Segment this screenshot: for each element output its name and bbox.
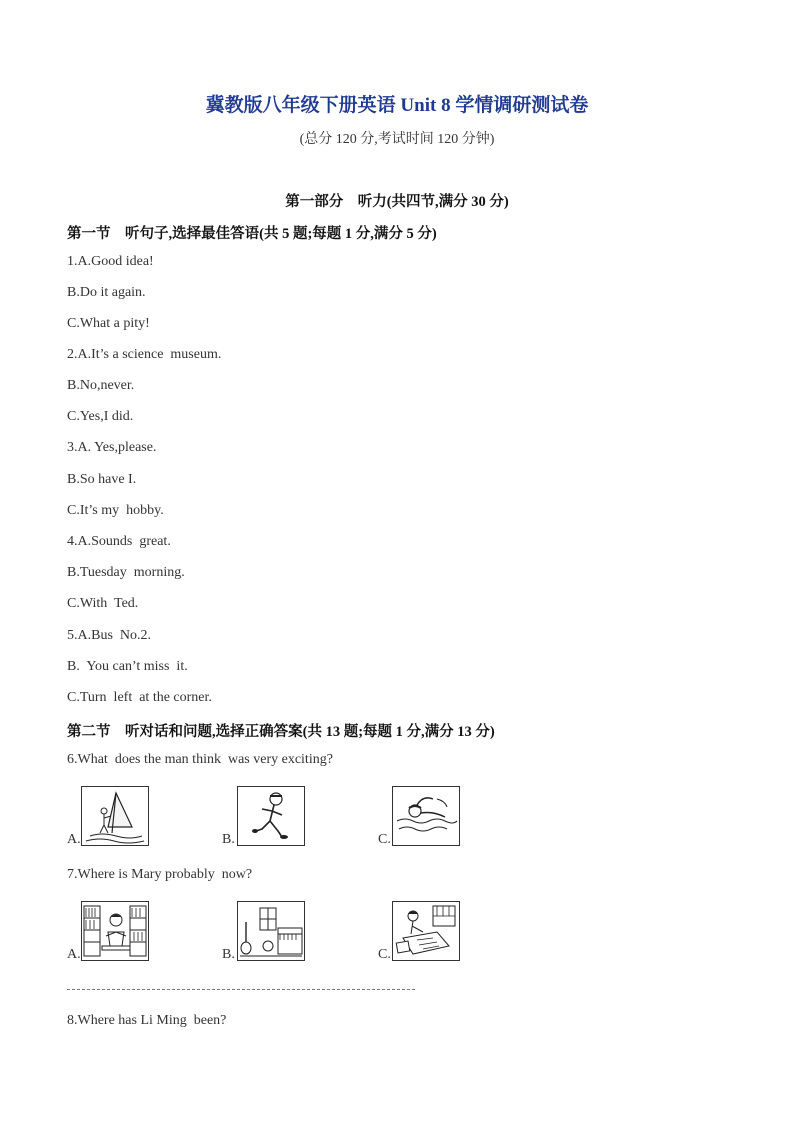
answer-line: 2.A.It’s a science museum. <box>67 347 222 362</box>
answer-line: 3.A. Yes,please. <box>67 440 157 455</box>
page-divider <box>67 989 415 990</box>
answer-line: B.Do it again. <box>67 285 146 300</box>
running-picture <box>237 786 305 846</box>
windsurfing-picture <box>81 786 149 846</box>
section-heading-1: 第一节 听句子,选择最佳答语(共 5 题;每题 1 分,满分 5 分) <box>67 226 437 242</box>
answer-line: B.So have I. <box>67 472 137 487</box>
answer-line: B. You can’t miss it. <box>67 659 188 674</box>
option-c-label: C. <box>378 947 391 962</box>
option-b-label: B. <box>222 947 235 962</box>
library-reading-picture <box>81 901 149 961</box>
page-title: 冀教版八年级下册英语 Unit 8 学情调研测试卷 <box>205 95 589 116</box>
answer-line: C.What a pity! <box>67 316 150 331</box>
part-heading: 第一部分 听力(共四节,满分 30 分) <box>285 194 509 210</box>
answer-line: 1.A.Good idea! <box>67 254 154 269</box>
question-7: 7.Where is Mary probably now? <box>67 867 253 882</box>
answer-line: C.With Ted. <box>67 596 139 611</box>
drawing-at-desk-picture <box>392 901 460 961</box>
music-room-picture <box>237 901 305 961</box>
exam-info: (总分 120 分,考试时间 120 分钟) <box>299 132 495 147</box>
option-a-label: A. <box>67 947 81 962</box>
answer-line: 5.A.Bus No.2. <box>67 628 152 643</box>
section-heading-2: 第二节 听对话和问题,选择正确答案(共 13 题;每题 1 分,满分 13 分) <box>67 724 495 740</box>
swimming-picture <box>392 786 460 846</box>
question-8: 8.Where has Li Ming been? <box>67 1013 227 1028</box>
answer-line: C.Turn left at the corner. <box>67 690 212 705</box>
answer-line: C.It’s my hobby. <box>67 503 164 518</box>
answer-line: C.Yes,I did. <box>67 409 134 424</box>
answer-line: B.Tuesday morning. <box>67 565 185 580</box>
option-c-label: C. <box>378 832 391 847</box>
answer-line: 4.A.Sounds great. <box>67 534 171 549</box>
question-6: 6.What does the man think was very exciting? <box>67 752 333 767</box>
answer-line: B.No,never. <box>67 378 135 393</box>
option-a-label: A. <box>67 832 81 847</box>
option-b-label: B. <box>222 832 235 847</box>
